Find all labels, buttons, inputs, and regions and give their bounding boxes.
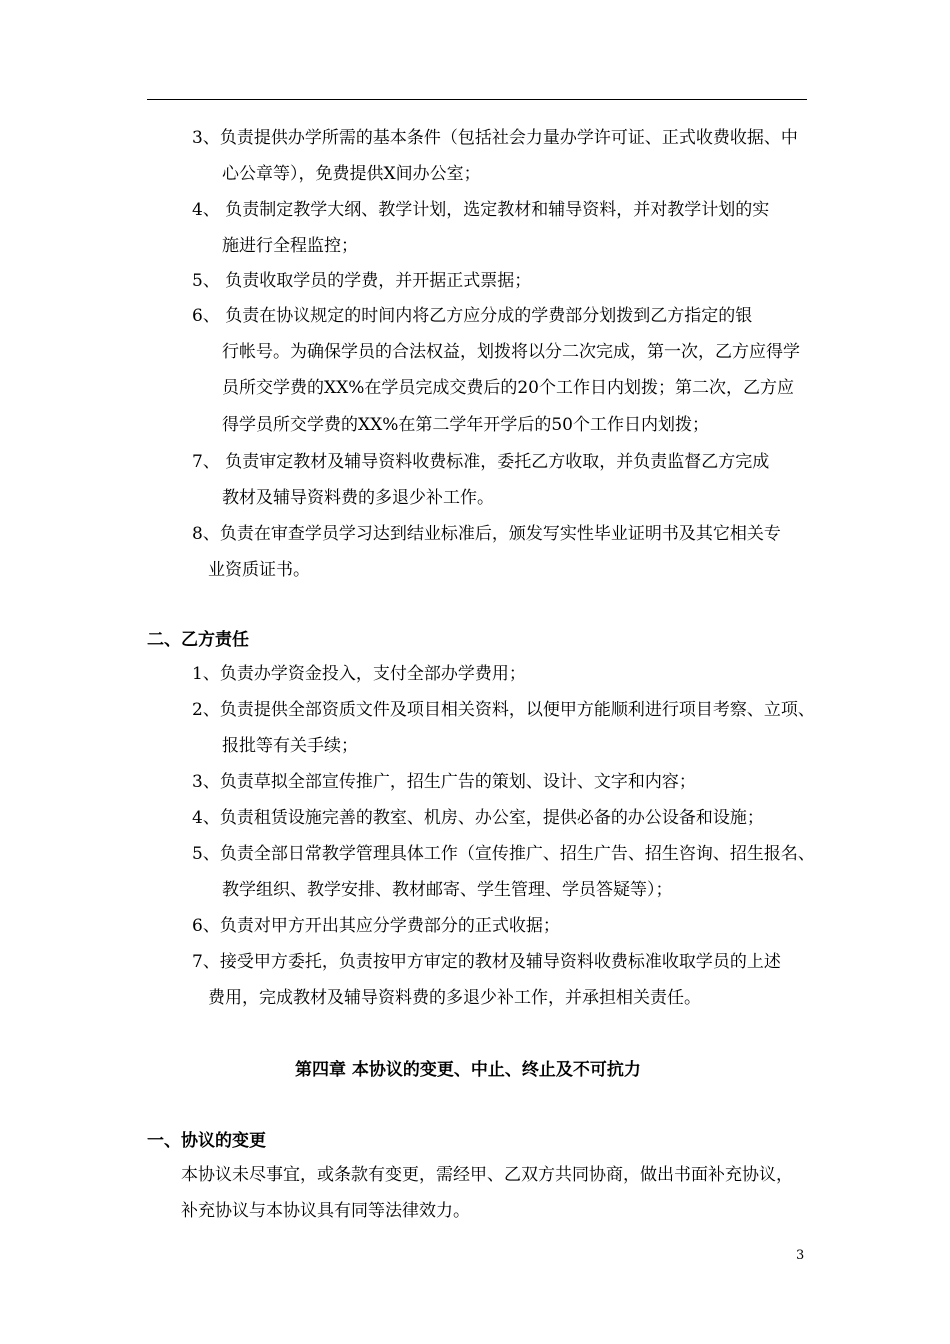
paragraph-line1: 本协议未尽事宜，或条款有变更，需经甲、乙双方共同协商，做出书面补充协议， (181, 1165, 793, 1185)
party-b-item-7-line1: 7、接受甲方委托，负责按甲方审定的教材及辅导资料收费标准收取学员的上述 (192, 952, 781, 972)
paragraph-line2: 补充协议与本协议具有同等法律效力。 (181, 1201, 470, 1221)
chapter-title: 第四章 本协议的变更、中止、终止及不可抗力 (295, 1060, 641, 1080)
party-a-item-4-line2: 施进行全程监控； (222, 236, 358, 256)
party-a-item-6-line1: 6、 负责在协议规定的时间内将乙方应分成的学费部分划拨到乙方指定的银 (192, 306, 753, 326)
party-a-item-3-line1: 3、负责提供办学所需的基本条件（包括社会力量办学许可证、正式收费收据、中 (192, 128, 798, 148)
party-b-item-2-line1: 2、负责提供全部资质文件及项目相关资料，以便甲方能顺利进行项目考察、立项、 (192, 700, 815, 720)
party-b-item-5-line1: 5、负责全部日常教学管理具体工作（宣传推广、招生广告、招生咨询、招生报名、 (192, 844, 815, 864)
party-a-item-3-line2: 心公章等），免费提供X间办公室； (222, 164, 481, 184)
party-a-item-6-line2: 行帐号。为确保学员的合法权益，划拨将以分二次完成，第一次，乙方应得学 (222, 342, 800, 362)
party-a-item-8-line2: 业资质证书。 (208, 560, 310, 580)
page-number: 3 (796, 1248, 805, 1263)
party-a-item-5-line1: 5、 负责收取学员的学费，并开据正式票据； (192, 271, 532, 291)
section-heading-changes: 一、协议的变更 (147, 1131, 266, 1151)
header-rule (147, 99, 807, 100)
party-a-item-6-line4: 得学员所交学费的XX%在第二学年开学后的50个工作日内划拨； (222, 415, 709, 435)
party-b-item-5-line2: 教学组织、教学安排、教材邮寄、学生管理、学员答疑等）； (222, 880, 673, 900)
party-b-item-6: 6、负责对甲方开出其应分学费部分的正式收据； (192, 916, 560, 936)
party-a-item-6-line3: 员所交学费的XX%在学员完成交费后的20个工作日内划拨；第二次，乙方应 (222, 378, 794, 398)
party-b-item-2-line2: 报批等有关手续； (222, 736, 358, 756)
party-a-item-4-line1: 4、 负责制定教学大纲、教学计划，选定教材和辅导资料，并对教学计划的实 (192, 200, 770, 220)
party-b-item-1: 1、负责办学资金投入，支付全部办学费用； (192, 664, 526, 684)
party-b-item-7-line2: 费用，完成教材及辅导资料费的多退少补工作，并承担相关责任。 (208, 988, 701, 1008)
party-a-item-8-line1: 8、负责在审查学员学习达到结业标准后，颁发写实性毕业证明书及其它相关专 (192, 524, 781, 544)
party-a-item-7-line2: 教材及辅导资料费的多退少补工作。 (222, 488, 494, 508)
section-b-heading: 二、乙方责任 (147, 630, 249, 650)
party-b-item-4: 4、负责租赁设施完善的教室、机房、办公室，提供必备的办公设备和设施； (192, 808, 764, 828)
party-a-item-7-line1: 7、 负责审定教材及辅导资料收费标准，委托乙方收取，并负责监督乙方完成 (192, 452, 770, 472)
party-b-item-3: 3、负责草拟全部宣传推广，招生广告的策划、设计、文字和内容； (192, 772, 696, 792)
